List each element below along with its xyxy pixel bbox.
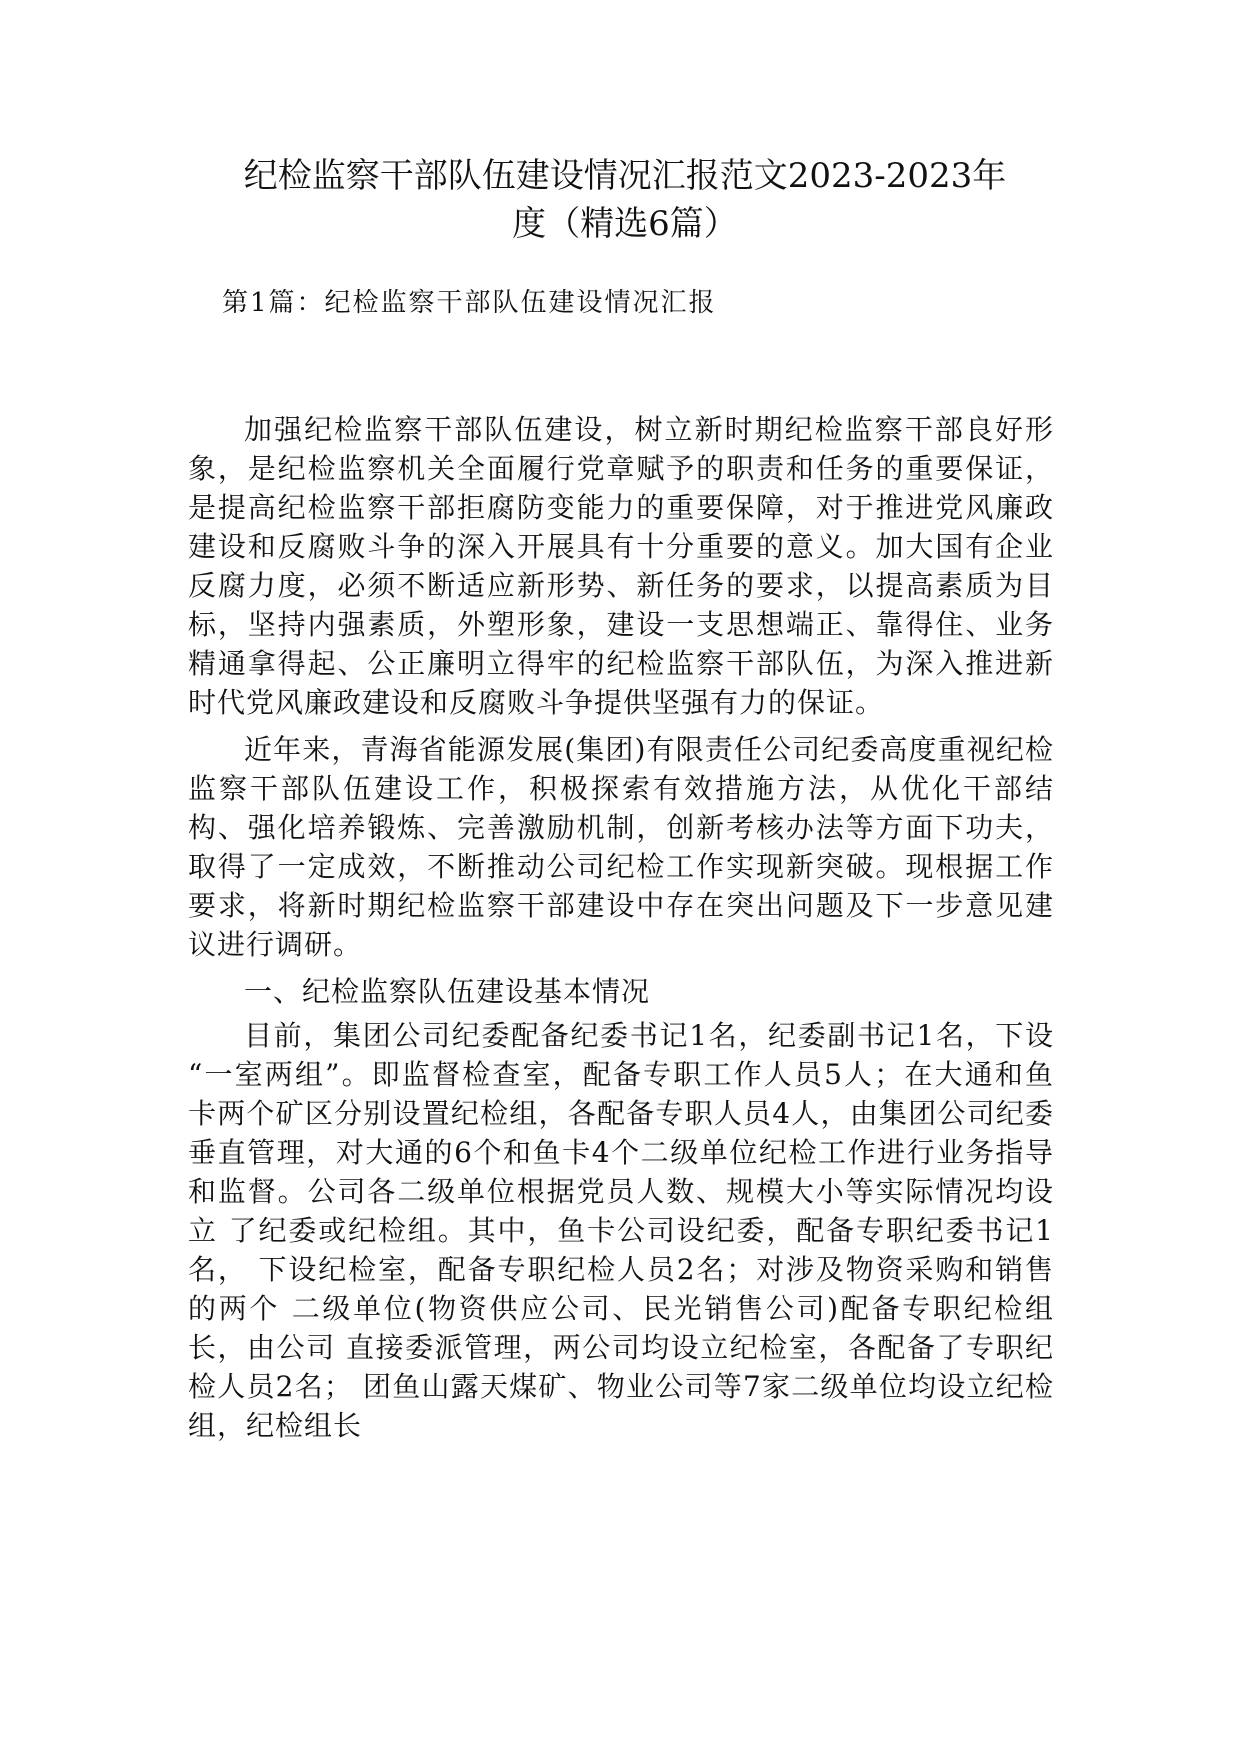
- section-heading: 一、纪检监察队伍建设基本情况: [244, 975, 651, 1008]
- body-paragraph: 近年来，青海省能源发展(集团)有限责任公司纪委高度重视纪检监察干部队伍建设工作，积极探索有效措施方法，从优化干部结构、强化培养锻炼、完善激励机制，创新考核办法等方面下功夫，取得了一定成效，不断推动公司纪检工作实现新突破。现根据工作要求，将新时期纪检监察干部建设中存在突出问题及下一步意见建议进行调研。: [188, 733, 1054, 961]
- document-title: 纪检监察干部队伍建设情况汇报范文2023-2023年度（精选6篇）: [243, 156, 1007, 244]
- document-body: [188, 410, 1054, 1453]
- body-paragraph: 目前，集团公司纪委配备纪委书记1名，纪委副书记1名，下设 “一室两组”。即监督检查室，配备专职工作人员5人；在大通和鱼 卡两个矿区分别设置纪检组，各配备专职人员4人，由集团公司纪委 垂直管理，对大通的6个和鱼卡4个二级单位纪检工作进行业务指导 和监督。公司各二级单位根据党员人数、规模大小等实际情况均设立 了纪委或纪检组。其中，鱼卡公司设纪委，配备专职纪委书记1名， 下设纪检室，配备专职纪检人员2名；对涉及物资采购和销售的两个 二级单位(物资供应公司、民光销售公司)配备专职纪检组长，由公司 直接委派管理，两公司均设立纪检室，各配备了专职纪检人员2名； 团鱼山露天煤矿、物业公司等7家二级单位均设立纪检组，纪检组长: [188, 1019, 1054, 1442]
- body-paragraph: 加强纪检监察干部队伍建设，树立新时期纪检监察干部良好形象，是纪检监察机关全面履行党章赋予的职责和任务的重要保证，是提高纪检监察干部拒腐防变能力的重要保障，对于推进党风廉政建设和反腐败斗争的深入开展具有十分重要的意义。加大国有企业反腐力度，必须不断适应新形势、新任务的要求，以提高素质为目标，坚持内强素质，外塑形象，建设一支思想端正、靠得住、业务精通拿得起、公正廉明立得牢的纪检监察干部队伍，为深入推进新时代党风廉政建设和反腐败斗争提供坚强有力的保证。: [188, 413, 1054, 719]
- chapter-heading: 第1篇：纪检监察干部队伍建设情况汇报: [222, 288, 717, 318]
